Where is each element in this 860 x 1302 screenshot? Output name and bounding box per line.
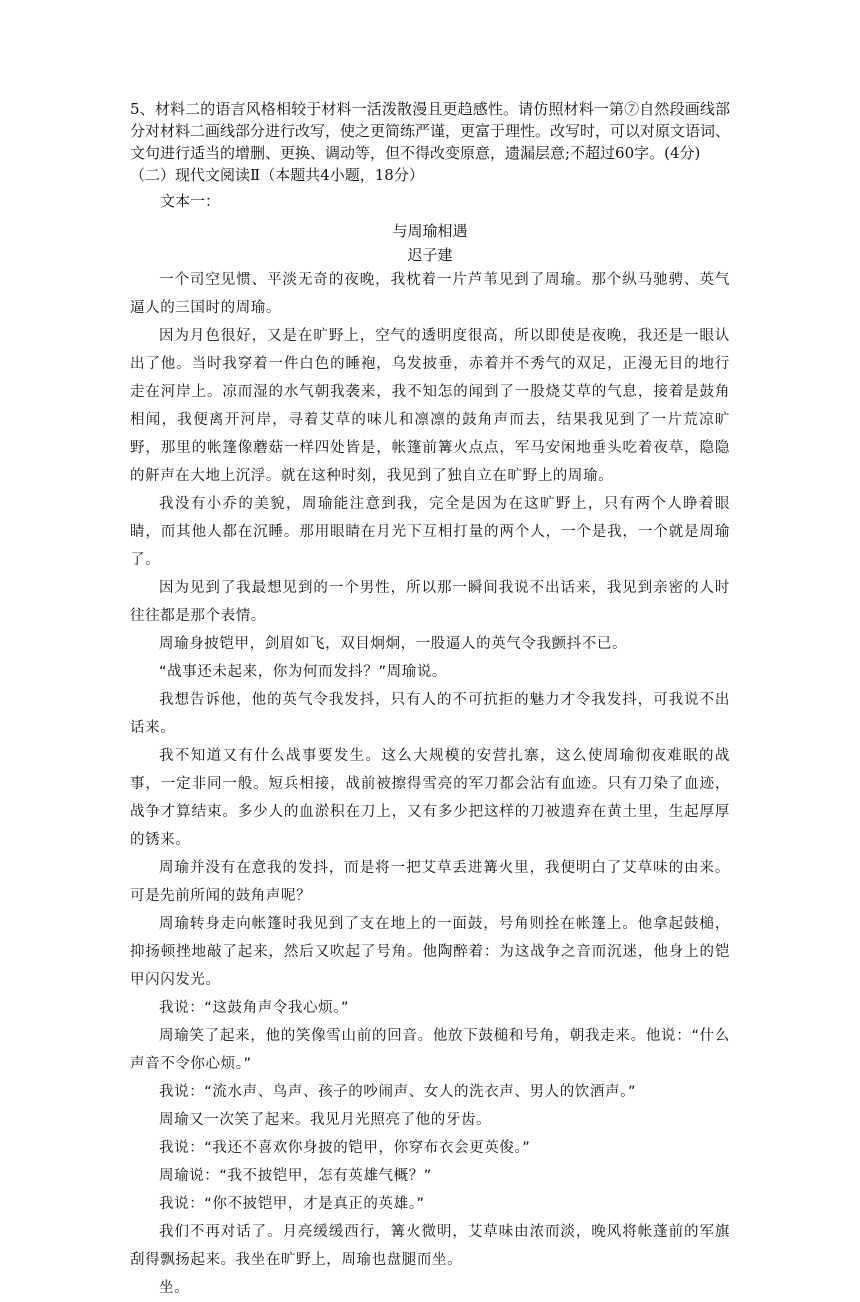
essay-paragraph: 周瑜说：“我不披铠甲，怎有英雄气概？”: [159, 1168, 432, 1184]
text-one-label: 文本一：: [160, 192, 221, 210]
essay-paragraph: 我说：“你不披铠甲，才是真正的英雄。”: [159, 1196, 425, 1212]
essay-paragraph: 我说：“我还不喜欢你身披的铠甲，你穿布衣会更英俊。”: [159, 1140, 531, 1156]
essay-paragraph: 我不知道又有什么战事要发生。这么大规模的安营扎寨，这么使周瑜彻夜难眠的战事，一定非同一般。短兵相接，战前被擦得雪亮的军刀都会沾有血迹。只有刀染了血迹，战争才算结束。多少人的血淤积在刀上，又有多少把这样的刀被遗弃在黄土里，生起厚厚的锈来。: [130, 748, 730, 848]
essay-body: [130, 266, 730, 1302]
essay-paragraph: 周瑜身披铠甲，剑眉如飞，双目炯炯，一股逼人的英气令我颤抖不已。: [159, 636, 628, 652]
essay-paragraph: 我想告诉他，他的英气令我发抖，只有人的不可抗拒的魅力才令我发抖，可我说不出话来。: [130, 692, 730, 736]
essay-paragraph: 因为月色很好，又是在旷野上，空气的透明度很高，所以即使是夜晚，我还是一眼认出了他。当时我穿着一件白色的睡袍，乌发披垂，赤着并不秀气的双足，正漫无目的地行走在河岸上。凉而湿的水气朝我袭来，我不知怎的闻到了一股烧艾草的气息，接着是鼓角相闻，我便离开河岸，寻着艾草的味儿和凛凛的鼓角声而去，结果我见到了一片荒凉旷野，那里的帐篷像蘑菇一样四处皆是，帐篷前篝火点点，军马安闲地垂头吃着夜草，隐隐的鼾声在大地上沉浮。就在这种时刻，我见到了独自立在旷野上的周瑜。: [130, 328, 730, 484]
essay-paragraph: 我没有小乔的美貌，周瑜能注意到我，完全是因为在这旷野上，只有两个人睁着眼睛，而其他人都在沉睡。那用眼睛在月光下互相打量的两个人，一个是我，一个就是周瑜了。: [130, 496, 730, 568]
section-heading: （二）现代文阅读Ⅱ（本题共4小题，18分）: [130, 166, 424, 184]
essay-paragraph: 周瑜转身走向帐篷时我见到了支在地上的一面鼓，号角则拴在帐篷上。他拿起鼓槌，抑扬顿挫地敲了起来，然后又吹起了号角。他陶醉着：为这战争之音而沉迷，他身上的铠甲闪闪发光。: [130, 916, 730, 988]
essay-paragraph: 因为见到了我最想见到的一个男性，所以那一瞬间我说不出话来，我见到亲密的人时往往都是那个表情。: [130, 580, 730, 624]
essay-paragraph: 我说：“这鼓角声令我心烦。”: [159, 1000, 350, 1016]
document-page: [130, 98, 730, 1302]
essay-title: 与周瑜相遇: [392, 222, 468, 240]
essay-paragraph: 周瑜并没有在意我的发抖，而是将一把艾草丢进篝火里，我便明白了艾草味的由来。可是先前所闻的鼓角声呢？: [130, 860, 730, 904]
essay-paragraph: 周瑜笑了起来，他的笑像雪山前的回音。他放下鼓槌和号角，朝我走来。他说：“什么声音不令你心烦。”: [130, 1028, 730, 1072]
essay-paragraph: 我说：“流水声、鸟声、孩子的吵闹声、女人的洗衣声、男人的饮酒声。”: [159, 1084, 637, 1100]
question-5-text: 5、材料二的语言风格相较于材料一活泼散漫且更趋感性。请仿照材料一第⑦自然段画线部分对材料二画线部分进行改写，使之更简练严谨，更富于理性。改写时，可以对原文语词、文句进行适当的增删、更换、调动等，但不得改变原意，遗漏层意;不超过60字。(4分): [130, 100, 731, 162]
essay-paragraph: “战事还未起来，你为何而发抖？”周瑜说。: [159, 664, 448, 680]
essay-paragraph: 周瑜又一次笑了起来。我见月光照亮了他的牙齿。: [159, 1112, 492, 1128]
essay-paragraph: 坐。: [159, 1280, 190, 1296]
essay-paragraph: 我们不再对话了。月亮缓缓西行，篝火微明，艾草味由浓而淡，晚风将帐蓬前的军旗刮得飘扬起来。我坐在旷野上，周瑜也盘腿而坐。: [130, 1224, 730, 1268]
essay-author: 迟子建: [407, 246, 453, 264]
essay-paragraph: 一个司空见惯、平淡无奇的夜晚，我枕着一片芦苇见到了周瑜。那个纵马驰骋、英气逼人的三国时的周瑜。: [130, 272, 730, 316]
